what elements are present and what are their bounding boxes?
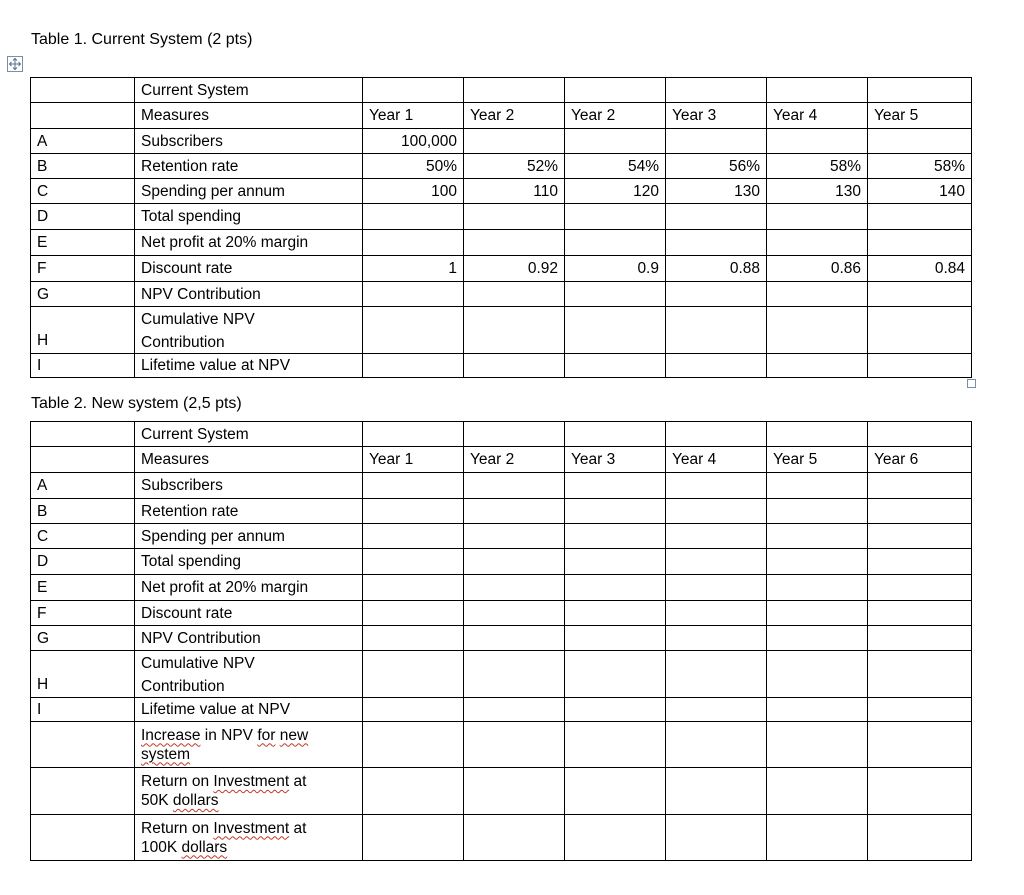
table-row: B Retention rate 50% 52% 54% 56% 58% 58% [31,154,972,179]
row-label[interactable]: NPV Contribution [135,282,363,307]
table2-corner-cell[interactable] [31,422,135,447]
table1-corner-cell[interactable] [31,78,135,103]
table2-year-header[interactable]: Year 4 [666,447,767,473]
table1-caption: Table 1. Current System (2 pts) [31,31,253,48]
row-letter[interactable]: D [31,204,135,230]
row-label[interactable]: Spending per annum [135,524,363,549]
table-row [31,651,972,698]
row-label[interactable]: Net profit at 20% margin [135,575,363,601]
table1-year-header[interactable]: Year 1 [363,103,464,129]
row-letter[interactable]: B [31,499,135,524]
table2-year-header[interactable]: Year 3 [565,447,666,473]
table1-year-header[interactable]: Year 4 [767,103,868,129]
table-row [31,230,972,256]
table-row [31,549,972,575]
row-letter[interactable]: A [31,129,135,154]
table-row [31,768,972,815]
row-label[interactable]: Subscribers [135,473,363,499]
row-letter[interactable]: E [31,575,135,601]
table1-year-header[interactable]: Year 5 [868,103,972,129]
row-label[interactable]: Spending per annum [135,179,363,204]
table2 [30,421,972,861]
row-letter[interactable]: H [31,307,135,354]
table2-caption: Table 2. New system (2,5 pts) [31,395,242,412]
row-label[interactable]: Retention rate [135,154,363,179]
row-label[interactable]: Cumulative NPV Contribution [135,651,363,698]
row-letter[interactable]: G [31,282,135,307]
row-label[interactable]: Cumulative NPV Contribution [135,307,363,354]
row-label-roi-100k[interactable]: Return on Investment at 100K dollars [135,815,363,861]
row-letter[interactable]: F [31,601,135,626]
table-row: A Subscribers 100,000 [31,129,972,154]
row-label-roi-50k[interactable]: Return on Investment at 50K dollars [135,768,363,815]
table-row [31,499,972,524]
table-row [31,473,972,499]
row-letter[interactable]: C [31,524,135,549]
row-label[interactable]: Lifetime value at NPV [135,354,363,378]
table-row: C Spending per annum 100 110 120 130 130 140 [31,179,972,204]
table-row [31,815,972,861]
table-row [31,722,972,768]
table-row [31,524,972,549]
table1-year-header[interactable]: Year 3 [666,103,767,129]
table-row [31,204,972,230]
row-label[interactable]: Net profit at 20% margin [135,230,363,256]
table-row [31,575,972,601]
row-label[interactable]: Total spending [135,204,363,230]
table2-header-top[interactable]: Current System [135,422,363,447]
row-letter[interactable]: D [31,549,135,575]
table2-year-header[interactable]: Year 1 [363,447,464,473]
row-letter[interactable]: E [31,230,135,256]
row-label[interactable]: Subscribers [135,129,363,154]
table1-year-header[interactable]: Year 2 [565,103,666,129]
row-letter[interactable]: G [31,626,135,651]
table2-header-measures[interactable]: Measures [135,447,363,473]
row-letter[interactable]: A [31,473,135,499]
table2-year-header[interactable]: Year 2 [464,447,565,473]
row-label[interactable]: Discount rate [135,256,363,282]
table1-header-measures[interactable]: Measures [135,103,363,129]
table-move-handle-icon[interactable] [7,56,23,72]
table-row [31,354,972,378]
table-row [31,601,972,626]
table-row [31,698,972,722]
table-row [31,626,972,651]
table-row: F Discount rate 1 0.92 0.9 0.88 0.86 0.84 [31,256,972,282]
row-label[interactable]: Discount rate [135,601,363,626]
row-letter[interactable]: I [31,698,135,722]
table-row [31,307,972,354]
table1-year-header[interactable]: Year 2 [464,103,565,129]
row-letter[interactable]: B [31,154,135,179]
row-letter[interactable]: H [31,651,135,698]
row-label[interactable]: NPV Contribution [135,626,363,651]
table-row [31,282,972,307]
table2-year-header[interactable]: Year 6 [868,447,972,473]
row-label[interactable]: Total spending [135,549,363,575]
row-letter[interactable]: I [31,354,135,378]
row-label-increase-npv[interactable]: Increase in NPV for new system [135,722,363,768]
table1-header-top[interactable]: Current System [135,78,363,103]
table-resize-handle-icon[interactable] [967,379,976,388]
row-label[interactable]: Retention rate [135,499,363,524]
row-letter[interactable]: F [31,256,135,282]
table1 [30,77,972,378]
row-letter[interactable]: C [31,179,135,204]
row-label[interactable]: Lifetime value at NPV [135,698,363,722]
table2-year-header[interactable]: Year 5 [767,447,868,473]
